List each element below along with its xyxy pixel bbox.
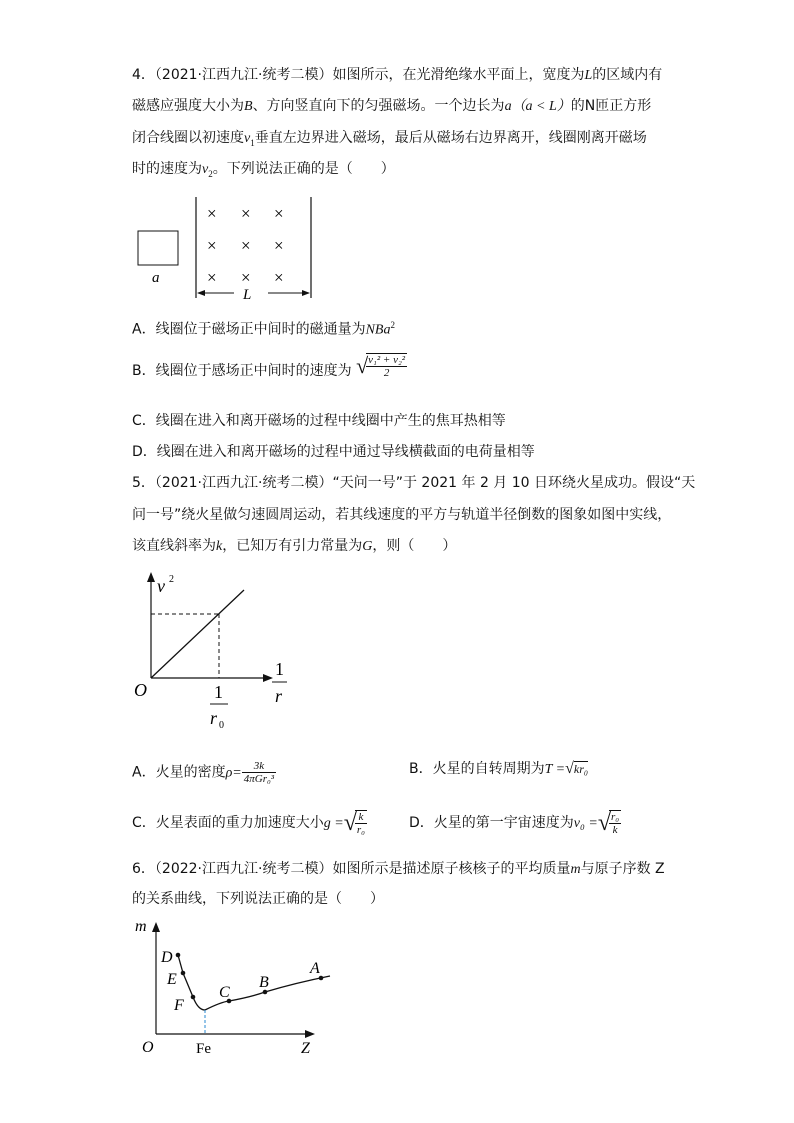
x-axis-label: Z bbox=[301, 1040, 310, 1057]
q5-line3: 该直线斜率为k，已知万有引力常量为G，则（ ） bbox=[132, 538, 457, 554]
square-coil bbox=[138, 231, 178, 265]
svg-text:2: 2 bbox=[169, 574, 174, 585]
q5-option-d: D．火星的第一宇宙速度为v₀ =√ $\frac{\text{r₀}}{k}$ bbox=[409, 810, 620, 836]
x-axis-label-den: r bbox=[275, 686, 283, 706]
q5-graph bbox=[130, 566, 300, 738]
label-c: C bbox=[219, 984, 230, 1001]
x-axis-label-num: 1 bbox=[275, 659, 284, 679]
svg-text:×: × bbox=[241, 268, 251, 287]
v2-line bbox=[151, 590, 244, 678]
q4-line4: 时的速度为$v_2$。下列说法正确的是（ ） bbox=[132, 161, 395, 179]
q5-option-b: B．火星的自转周期为T =√kr₀ bbox=[409, 760, 589, 777]
svg-text:×: × bbox=[274, 268, 284, 287]
svg-text:×: × bbox=[207, 236, 217, 255]
q4-magnetic-field-figure bbox=[130, 192, 330, 304]
y-axis-label: m bbox=[135, 918, 147, 935]
origin-label: O bbox=[142, 1039, 154, 1056]
q5-line2: 问一号”绕火星做匀速圆周运动，若其线速度的平方与轨道半径倒数的图象如图中实线， bbox=[132, 507, 672, 523]
q5-option-a: A．火星的密度ρ= $\frac{3k}{\text{4πGr₀³}}$ bbox=[132, 760, 275, 785]
point-d bbox=[176, 953, 181, 958]
q6-line1: 6．（2022·江西九江·统考二模）如图所示是描述原子核核子的平均质量m与原子序数 Z bbox=[132, 861, 665, 877]
q5-option-c: C．火星表面的重力加速度大小g =√ $\frac{k}{\text{r₀}}$ bbox=[132, 810, 366, 836]
svg-text:×: × bbox=[274, 204, 284, 223]
q4-option-b: B．线圈位于感场正中间时的速度为 √ $\frac{\text{v₁² + v₂²}}{2}$ bbox=[132, 353, 406, 379]
point-f bbox=[191, 995, 196, 1000]
q4-line3: 闭合线圈以初速度$v_1$垂直左边界进入磁场，最后从磁场右边界离开，线圈刚离开磁场 bbox=[132, 130, 647, 148]
svg-text:×: × bbox=[207, 204, 217, 223]
q6-line2: 的关系曲线，下列说法正确的是（ ） bbox=[132, 891, 384, 907]
svg-text:×: × bbox=[274, 236, 284, 255]
mass-curve bbox=[178, 955, 330, 1010]
field-crosses bbox=[207, 204, 284, 287]
label-f: F bbox=[174, 997, 184, 1014]
q4-line1: 4．（2021·江西九江·统考二模）如图所示，在光滑绝缘水平面上，宽度为L的区域内有 bbox=[132, 67, 663, 83]
svg-text:×: × bbox=[241, 204, 251, 223]
tick-label-num: 1 bbox=[214, 682, 223, 702]
q4-option-c: C．线圈在进入和离开磁场的过程中线圈中产生的焦耳热相等 bbox=[132, 413, 506, 429]
sqrt-expression: √ $\frac{\text{v₁² + v₂²}}{2}$ bbox=[356, 353, 406, 379]
q4-line2: 磁感应强度大小为B、方向竖直向下的匀强磁场。一个边长为a（a < L）的N匝正方形 bbox=[132, 98, 652, 114]
svg-text:×: × bbox=[207, 268, 217, 287]
point-e bbox=[181, 971, 186, 976]
tick-label-den: r bbox=[210, 708, 218, 728]
svg-text:×: × bbox=[241, 236, 251, 255]
label-d: D bbox=[161, 949, 173, 966]
origin-label: O bbox=[134, 680, 147, 700]
q4-option-a: A．线圈位于磁场正中间时的磁通量为NBa$^2$ bbox=[132, 320, 395, 338]
label-a: A bbox=[310, 960, 320, 977]
y-axis-label: v bbox=[157, 576, 165, 596]
label-e: E bbox=[167, 971, 177, 988]
label-b: B bbox=[259, 974, 269, 991]
q5-line1: 5．（2021·江西九江·统考二模）“天问一号”于 2021 年 2 月 10 日环绕火星成功。假设“天 bbox=[132, 475, 696, 491]
svg-text:0: 0 bbox=[219, 720, 224, 731]
field-width-label: L bbox=[243, 287, 252, 303]
q6-mass-curve-figure bbox=[135, 910, 335, 1060]
q4-option-d: D．线圈在进入和离开磁场的过程中通过导线横截面的电荷量相等 bbox=[132, 444, 535, 460]
coil-side-label: a bbox=[152, 270, 160, 286]
fe-label: Fe bbox=[196, 1041, 211, 1057]
